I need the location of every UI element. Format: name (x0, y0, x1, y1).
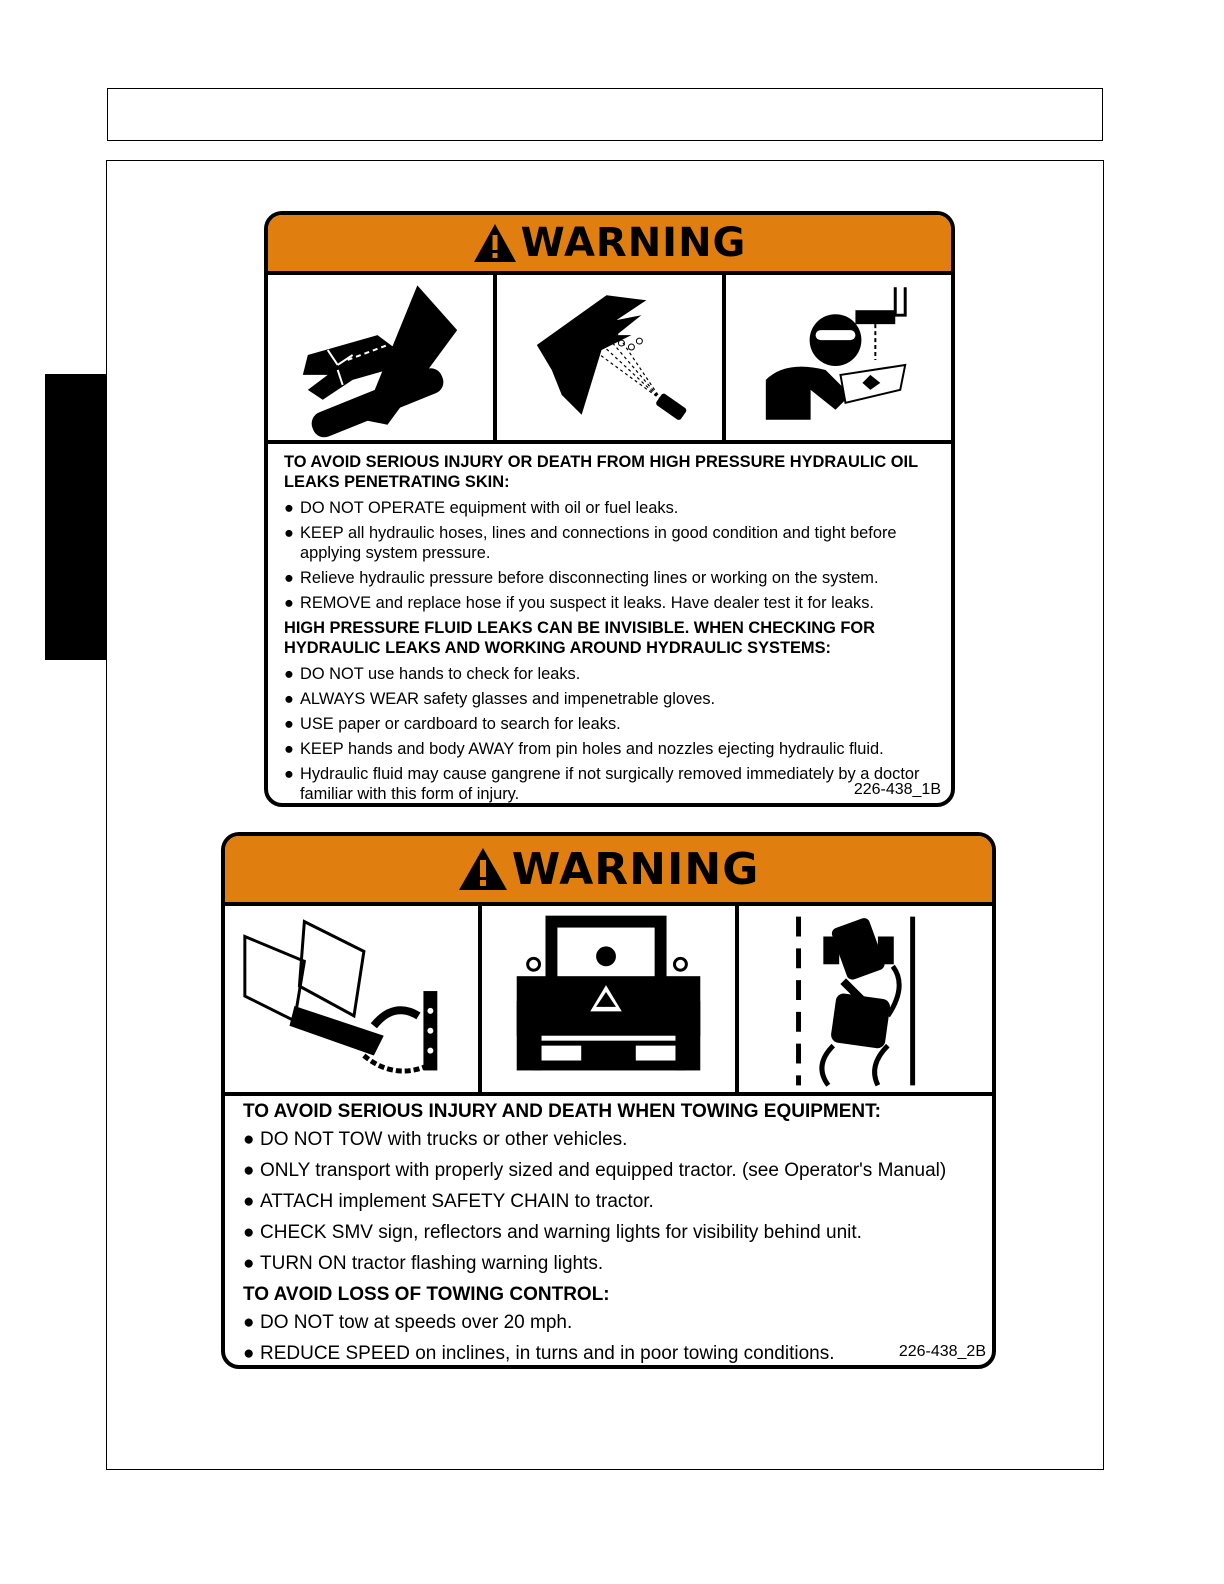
list-item (243, 1128, 982, 1151)
bullet-icon: ● (284, 740, 294, 758)
list-item (284, 568, 941, 588)
section-heading: TO AVOID SERIOUS INJURY OR DEATH FROM HIGH PRESSURE HYDRAULIC OIL LEAKS PENETRATING SKIN: (284, 453, 918, 491)
pictogram-row (225, 906, 992, 1096)
list-item-text: ONLY transport with properly sized and equipped tractor. (see Operator's Manual) (260, 1160, 947, 1181)
warning-banner-text: WARNING (520, 220, 747, 266)
list-item-text: ALWAYS WEAR safety glasses and impenetrable gloves. (300, 690, 716, 708)
list-item (284, 764, 941, 804)
list-item (243, 1311, 982, 1334)
fluid-jet-hand-icon (497, 275, 726, 440)
instruction-list (243, 1128, 982, 1275)
bullet-icon: ● (243, 1129, 255, 1150)
list-item-text: DO NOT use hands to check for leaks. (300, 665, 581, 683)
warning-banner (268, 215, 951, 275)
list-item-text: Relieve hydraulic pressure before disconnecting lines or working on the system. (300, 569, 879, 587)
instruction-list (284, 498, 941, 613)
decal-part-number: 226-438_1B (853, 781, 941, 798)
section-side-tab (45, 374, 107, 660)
list-item (284, 664, 941, 684)
section-heading: HIGH PRESSURE FLUID LEAKS CAN BE INVISIBLE. WHEN CHECKING FOR HYDRAULIC LEAKS AND WORKING AROUND HYDRAULIC SYSTEMS: (284, 619, 876, 657)
list-item (284, 739, 941, 759)
bullet-icon: ● (284, 765, 294, 783)
bullet-icon: ● (243, 1160, 255, 1181)
list-item (284, 593, 941, 613)
tractor-smv-lights-icon (482, 906, 739, 1092)
bullet-icon: ● (243, 1191, 255, 1212)
list-item-text: USE paper or cardboard to search for leaks. (300, 715, 621, 733)
page-header-box (107, 88, 1103, 141)
list-item-text: DO NOT OPERATE equipment with oil or fuel leaks. (300, 499, 679, 517)
list-item (284, 498, 941, 518)
list-item-text: KEEP hands and body AWAY from pin holes and nozzles ejecting hydraulic fluid. (300, 740, 884, 758)
list-item (284, 689, 941, 709)
cardboard-check-icon (726, 275, 951, 440)
decal-body (268, 444, 951, 804)
pictogram-row (268, 275, 951, 444)
list-item-text: REMOVE and replace hose if you suspect it leaks. Have dealer test it for leaks. (300, 594, 874, 612)
list-item-text: REDUCE SPEED on inclines, in turns and in poor towing conditions. (260, 1343, 835, 1364)
decal-body (225, 1096, 992, 1365)
instruction-list (284, 664, 941, 804)
bullet-icon: ● (284, 569, 294, 587)
section-heading: TO AVOID LOSS OF TOWING CONTROL: (243, 1284, 610, 1305)
bullet-icon: ● (284, 499, 294, 517)
section-heading: TO AVOID SERIOUS INJURY AND DEATH WHEN TOWING EQUIPMENT: (243, 1101, 881, 1122)
towing-warning-decal (221, 832, 996, 1369)
list-item (243, 1342, 982, 1365)
hydraulic-warning-decal (264, 211, 955, 807)
bullet-icon: ● (284, 690, 294, 708)
list-item (243, 1190, 982, 1213)
list-item (243, 1159, 982, 1182)
bullet-icon: ● (284, 594, 294, 612)
alert-triangle-icon (473, 223, 517, 263)
list-item (284, 714, 941, 734)
bullet-icon: ● (284, 665, 294, 683)
list-item-text: KEEP all hydraulic hoses, lines and connections in good condition and tight before applying system pressure. (300, 524, 897, 562)
warning-banner (225, 836, 992, 906)
bullet-icon: ● (243, 1312, 255, 1333)
list-item-text: CHECK SMV sign, reflectors and warning lights for visibility behind unit. (260, 1222, 862, 1243)
instruction-list (243, 1311, 982, 1365)
list-item-text: TURN ON tractor flashing warning lights. (260, 1253, 604, 1274)
list-item-text: DO NOT TOW with trucks or other vehicles. (260, 1129, 628, 1150)
bullet-icon: ● (243, 1222, 255, 1243)
list-item-text: ATTACH implement SAFETY CHAIN to tractor. (260, 1191, 654, 1212)
bullet-icon: ● (284, 715, 294, 733)
decal-part-number: 226-438_2B (898, 1343, 986, 1360)
alert-triangle-icon (458, 847, 508, 891)
list-item (243, 1252, 982, 1275)
list-item (284, 523, 941, 563)
bullet-icon: ● (243, 1343, 255, 1364)
bullet-icon: ● (243, 1253, 255, 1274)
towing-lane-icon (739, 906, 992, 1092)
list-item-text: DO NOT tow at speeds over 20 mph. (260, 1312, 573, 1333)
warning-banner-text: WARNING (511, 843, 760, 895)
list-item (243, 1221, 982, 1244)
bullet-icon: ● (284, 524, 294, 542)
hand-puncture-icon (268, 275, 497, 440)
hitch-safety-chain-icon (225, 906, 482, 1092)
list-item-text: Hydraulic fluid may cause gangrene if not surgically removed immediately by a doctor familiar with this form of injury. (300, 765, 920, 803)
